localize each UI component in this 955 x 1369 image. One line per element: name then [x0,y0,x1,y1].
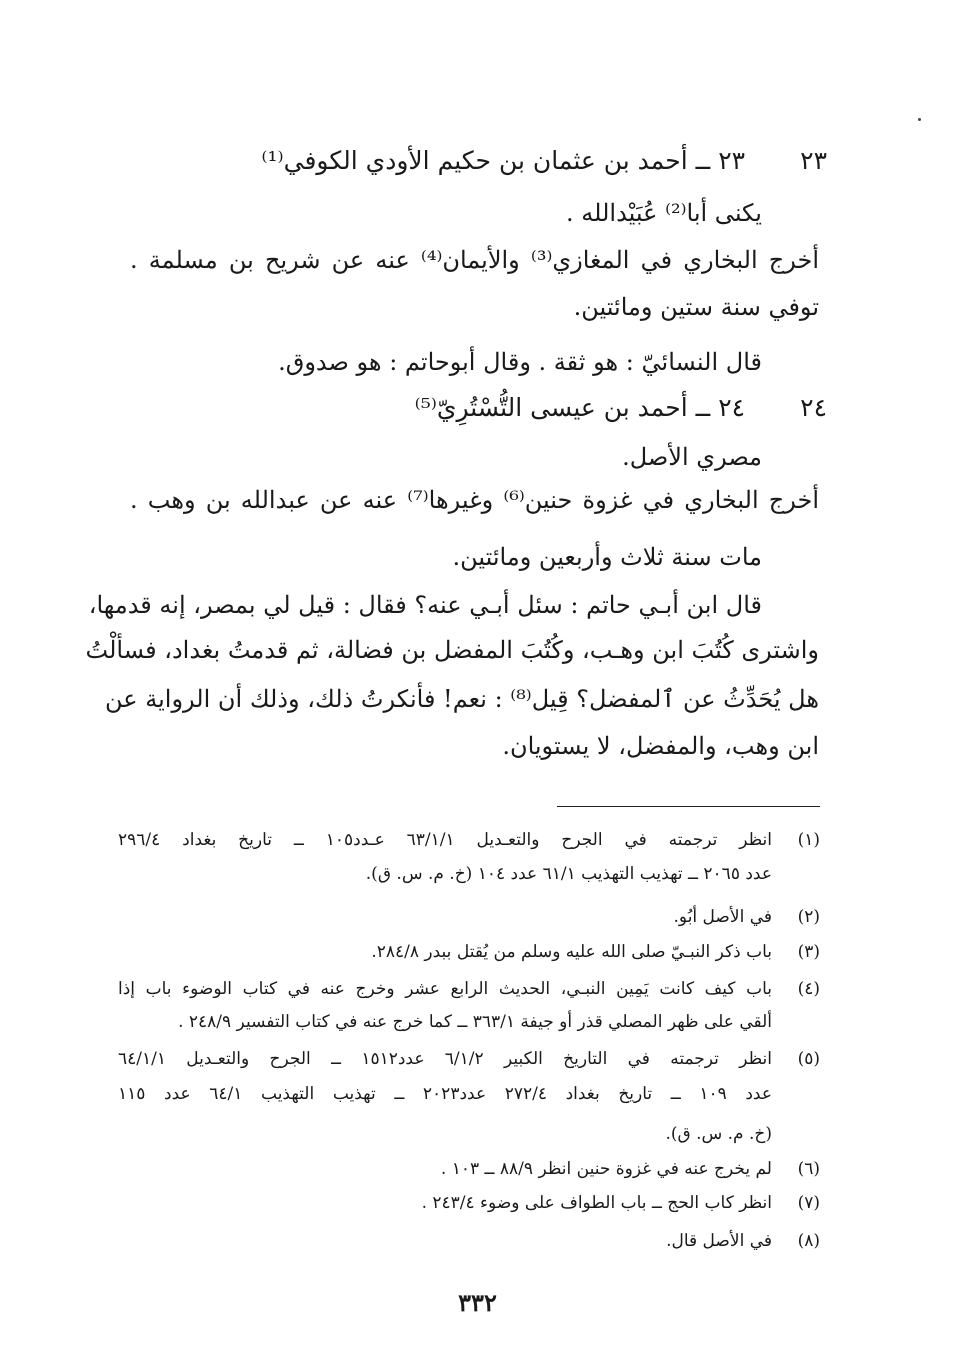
footnote-text: انظر ترجمته في الجرح والتعـديل ٦٣/١/١ عـدد١٠٥ ــ تاريخ بغداد ٢٩٦/٤ [118,830,772,850]
footnote-text: (خ. م. س. ق). [665,1124,772,1144]
footnote-number: (٨) [797,1231,820,1251]
entry-index: ٢٣ [800,146,827,175]
footnote-text: انظر كاب الحج ــ باب الطواف على وضوء ٢٤٣/٤ . [421,1193,772,1213]
footnote-text: ألقي على ظهر المصلي قذر أو جيفة ٣٦٣/١ ــ كما خرج عنه في كتاب التفسير ٢٤٨/٩ . [178,1012,772,1032]
footnote-number: (٧) [797,1193,820,1213]
entry-text-line: أخرج البخاري في المغازي⁽³⁾ والأيمان⁽⁴⁾ عنه عن شريح بن مسلمة . [130,246,819,274]
entry-text-line: ابن وهب، والمفضل، لا يستويان. [502,732,819,760]
footnote-text: عدد ١٠٩ ــ تاريخ بغداد ٢٧٢/٤ عدد٢٠٢٣ ــ تهذيب التهذيب ٦٤/١ عدد ١١٥ [118,1084,772,1104]
entry-heading-23 [127,143,827,179]
footnote-text: عدد ٢٠٦٥ ــ تهذيب التهذيب ٦١/١ عدد ١٠٤ (خ. م. س. ق). [365,864,772,884]
footnote-number: (١) [797,830,820,850]
footnote-number: (٤) [797,979,820,999]
entry-heading-24 [127,390,827,426]
footnote-number: (٢) [797,907,820,927]
footnote-number: (٥) [797,1049,820,1069]
footnote-number: (٦) [797,1159,820,1179]
footnote-text: لم يخرج عنه في غزوة حنين انظر ٨٨/٩ ــ ١٠٣ . [440,1159,772,1179]
page-number: ٣٣٢ [458,1288,497,1317]
entry-text-line: هل يُحَدِّثُ عن ٱلمفضل؟ قِيل⁽⁸⁾ : نعم! فأنكرتُ ذلك، وذلك أن الرواية عن [105,685,819,713]
footnote-separator [557,806,820,807]
entry-title: ٢٣ ــ أحمد بن عثمان بن حكيم الأودي الكوفي⁽¹⁾ [261,146,746,175]
footnote-text: في الأصل أبُو. [673,907,772,927]
entry-text-line: توفي سنة ستين ومائتين. [573,293,819,321]
footnote-text: باب ذكر النبـيّ صلى الله عليه وسلم من يُقتل ببدر ٢٨٤/٨. [371,942,772,962]
footnote-text: في الأصل قال. [666,1231,772,1251]
entry-title: ٢٤ ــ أحمد بن عيسى التُّسْتُرِيّ⁽⁵⁾ [414,393,746,422]
entry-text-line: قال ابن أبـي حاتم : سئل أبـي عنه؟ فقال : قيل لي بمصر، إنه قدمها، [88,591,762,619]
entry-text-line: مات سنة ثلاث وأربعين ومائتين. [452,543,762,571]
entry-text-line: يكنى أبا⁽²⁾ عُبَيْدالله . [566,199,762,227]
footnote-number: (٣) [797,942,820,962]
entry-text-line: مصري الأصل. [622,443,762,471]
footnote-text: انظر ترجمته في التاريخ الكبير ٦/١/٢ عدد١٥١٢ ــ الجرح والتعـديل ٦٤/١/١ [118,1049,772,1069]
entry-text-line: قال النسائيّ : هو ثقة . وقال أبوحاتم : هو صدوق. [278,348,762,376]
entry-text-line: أخرج البخاري في غزوة حنين⁽⁶⁾ وغيرها⁽⁷⁾ عنه عن عبدالله بن وهب . [130,486,820,514]
page-speck [918,118,921,121]
footnote-text: باب كيف كانت يَمِين النبـي، الحديث الرابع عشر وخرج عنه في كتاب الوضوء باب إذا [118,979,772,999]
entry-text-line: واشترى كُتُبَ ابن وهـب، وكُتُبَ المفضل بن فضالة، ثم قدمتُ بغداد، فسألْتُ [85,636,819,664]
entry-index: ٢٤ [800,393,827,422]
